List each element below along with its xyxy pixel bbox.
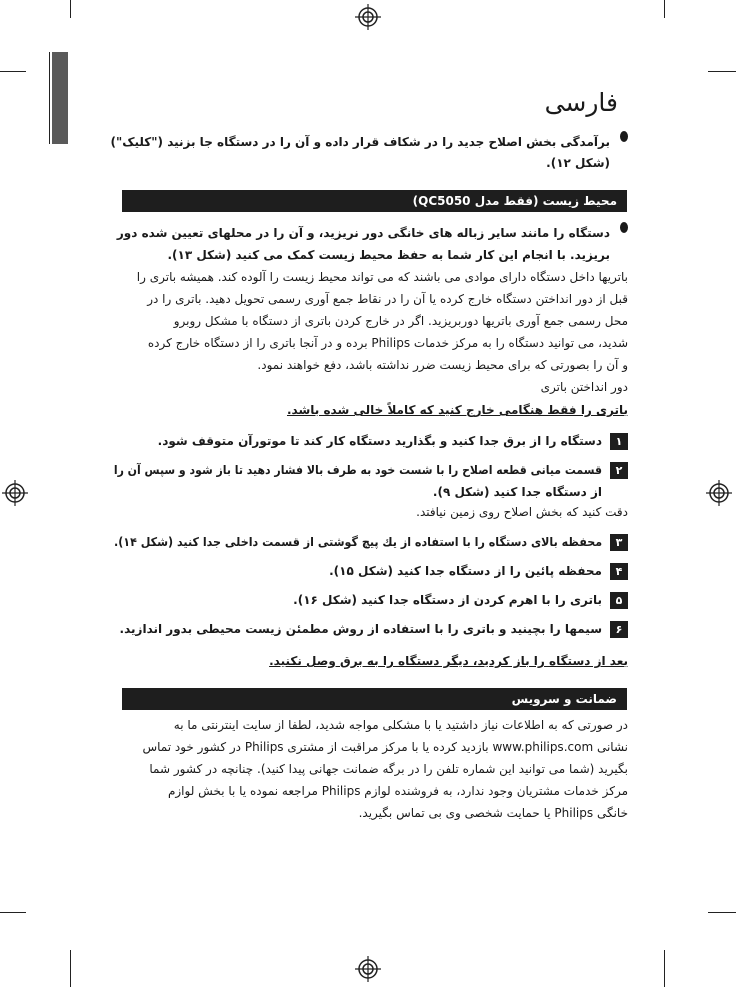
battery-warning: باتری را فقط هنگامی خارج کنید که کاملاً خالی شده باشد. — [286, 403, 628, 417]
env-body-line: قبل از دور انداختن دستگاه خارج کرده یا آن را در نقاط جمع آوری رسمی تحویل دهید. باتری را در — [147, 292, 628, 306]
step-text: دستگاه را از برق جدا کنید و بگذارید دستگاه کار کند تا موتورآن متوقف شود. — [157, 434, 602, 448]
crop-mark — [0, 912, 26, 913]
intro-bullet-line1: برآمدگی بخش اصلاح جدید را در شکاف قرار داده و آن را در دستگاه جا بزنید ("کلیک") — [110, 135, 610, 149]
bullet-icon — [620, 131, 628, 142]
registration-mark-icon — [355, 4, 381, 30]
language-side-tab — [52, 52, 68, 144]
step-number-badge: ۵ — [610, 592, 628, 609]
step-text: از دستگاه جدا کنید (شکل ۹). — [432, 485, 602, 499]
step-text: محفظه بالای دستگاه را با استفاده از یك پیچ گوشتی از قسمت داخلی جدا کنید (شکل ۱۴). — [113, 535, 602, 549]
step-number-badge: ۲ — [610, 462, 628, 479]
section-heading-guarantee: ضمانت و سرویس — [122, 688, 627, 710]
registration-mark-icon — [2, 480, 28, 506]
bullet-icon — [620, 222, 628, 233]
side-tab-border — [49, 52, 50, 144]
section-heading-environment: محیط زیست (فقط مدل QC5050) — [122, 190, 627, 212]
guarantee-body-line: خانگی Philips یا حمایت شخصی وی بی تماس بگیرید. — [358, 806, 628, 820]
step-number-badge: ۶ — [610, 621, 628, 638]
crop-mark — [708, 912, 736, 913]
guarantee-body-line: در صورتی که به اطلاعات نیاز داشتید یا با مشکلی مواجه شدید، لطفا از سایت اینترنتی ما به — [173, 718, 628, 732]
guarantee-body-line: مرکز خدمات مشتریان وجود ندارد، به فروشنده لوازم Philips مراجعه نموده یا با بخش لوازم — [167, 784, 628, 798]
final-warning: بعد از دستگاه را باز کردید، دیگر دستگاه را به برق وصل نکنید. — [269, 654, 628, 668]
env-body-line: محل رسمی جمع آوری باتریها دوربریزید. اگر در خارج کردن باتری از دستگاه با مشکل روبرو — [173, 314, 628, 328]
step-text: قسمت میانی قطعه اصلاح را با شست خود به طرف بالا فشار دهید تا باز شود و سپس آن را — [113, 463, 602, 477]
registration-mark-icon — [355, 956, 381, 982]
env-body-line: و آن را بصورتی که برای محیط زیست ضرر نداشته باشد، دفع خواهند نمود. — [257, 358, 628, 372]
registration-mark-icon — [706, 480, 732, 506]
step-text: سیمها را بچینید و باتری را با استفاده از روش مطمئن زیست محیطی بدور اندازید. — [119, 622, 602, 636]
step-number-badge: ۱ — [610, 433, 628, 450]
env-body-line: باتریها داخل دستگاه دارای موادی می باشند که می تواند محیط زیست را آلوده کند. همیشه باتری را — [136, 270, 628, 284]
env-bullet-line2: بریزید. با انجام این کار شما به حفظ محیط زیست کمک می کنید (شکل ۱۳). — [167, 248, 610, 262]
guarantee-body-line: بگیرید (شما می توانید این شماره تلفن را در برگه ضمانت جهانی پیدا کنید). چنانچه در کشور شما — [149, 762, 628, 776]
step-number-badge: ۳ — [610, 534, 628, 551]
crop-mark — [664, 0, 665, 18]
subheading-battery-removal: دور انداختن باتری — [540, 380, 628, 394]
crop-mark — [0, 71, 26, 72]
env-bullet-line1: دستگاه را مانند سایر زباله های خانگی دور نریزید، و آن را در محلهای تعیین شده دور — [116, 226, 610, 240]
crop-mark — [664, 950, 665, 987]
page-title: فارسی — [544, 88, 618, 117]
step-text: محفظه پائین را از دستگاه جدا کنید (شکل ۱۵). — [329, 564, 602, 578]
crop-mark — [708, 71, 736, 72]
intro-bullet-line2: (شکل ۱۲). — [546, 156, 610, 170]
env-body-line: شدید، می توانید دستگاه را به مرکز خدمات Philips برده و در آنجا باتری را از دستگاه خارج کرده — [147, 336, 628, 350]
step2-note: دقت کنید که بخش اصلاح روی زمین نیافتد. — [416, 505, 628, 519]
guarantee-body-line: نشانی www.philips.com بازدید کرده یا با مرکز مراقبت از مشتری Philips در کشور خود تماس — [142, 740, 628, 754]
step-number-badge: ۴ — [610, 563, 628, 580]
crop-mark — [70, 950, 71, 987]
crop-mark — [70, 0, 71, 18]
step-text: باتری را با اهرم کردن از دستگاه جدا کنید (شکل ۱۶). — [293, 593, 602, 607]
